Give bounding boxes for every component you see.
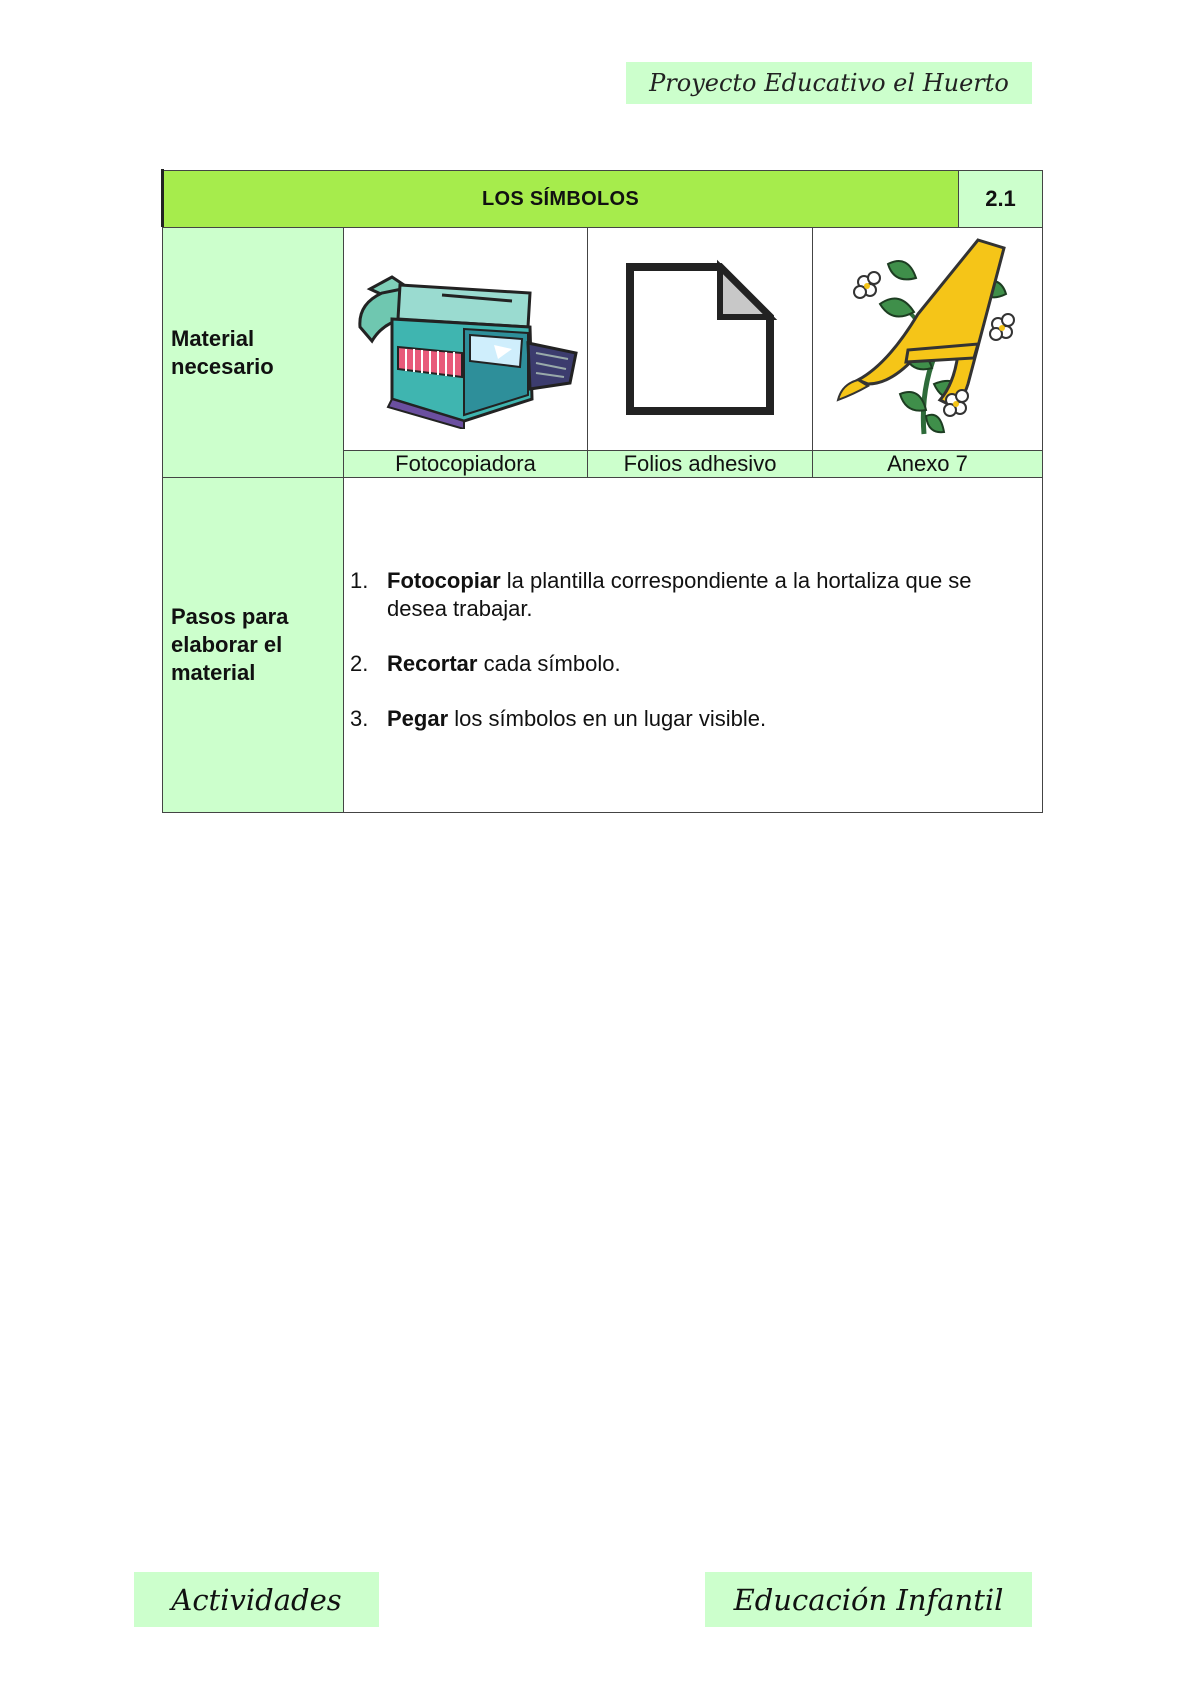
footer-level: Educación Infantil [733, 1582, 1004, 1617]
footer-left-banner [134, 1572, 379, 1627]
photocopier-icon [352, 249, 580, 429]
floral-letter-a-icon [828, 234, 1028, 444]
footer-right-banner [705, 1572, 1032, 1627]
footer-activities: Actividades [171, 1582, 342, 1617]
material-label: Material necesario [171, 325, 274, 379]
step-text: la plantilla correspondiente a la hortaliza que se desea trabajar. [387, 568, 972, 621]
material-caption: Fotocopiadora [395, 451, 536, 476]
steps-label: Pasos para elaborar el material [171, 604, 289, 685]
activity-code: 2.1 [985, 186, 1016, 211]
material-caption-cell-2 [587, 450, 813, 478]
project-title: Proyecto Educativo el Huerto [649, 69, 1009, 97]
steps-cell [343, 477, 1043, 813]
step-text: los símbolos en un lugar visible. [448, 706, 767, 731]
step-number: 1. [350, 568, 369, 593]
activity-code-cell [958, 170, 1043, 228]
list-item [344, 650, 1034, 678]
activity-sheet [162, 170, 1043, 813]
step-number: 2. [350, 651, 369, 676]
list-item [344, 567, 1034, 623]
step-text: cada símbolo. [477, 651, 621, 676]
activity-title-cell [162, 170, 959, 228]
material-caption: Folios adhesivo [623, 451, 777, 476]
material-caption: Anexo 7 [887, 451, 968, 476]
step-verb: Recortar [387, 651, 478, 676]
header-banner [626, 62, 1032, 104]
material-image-cell-1 [343, 227, 588, 451]
material-image-cell-2 [587, 227, 813, 451]
material-caption-cell-3 [812, 450, 1043, 478]
material-image-cell-3 [812, 227, 1043, 451]
step-number: 3. [350, 706, 369, 731]
step-verb: Fotocopiar [387, 568, 501, 593]
list-item [344, 705, 1034, 733]
blank-sheet-icon [620, 259, 780, 419]
step-verb: Pegar [387, 706, 449, 731]
steps-list [344, 567, 1034, 760]
activity-title: LOS SÍMBOLOS [482, 187, 639, 210]
steps-label-cell [162, 477, 344, 813]
material-caption-cell-1 [343, 450, 588, 478]
material-label-cell [162, 227, 344, 478]
